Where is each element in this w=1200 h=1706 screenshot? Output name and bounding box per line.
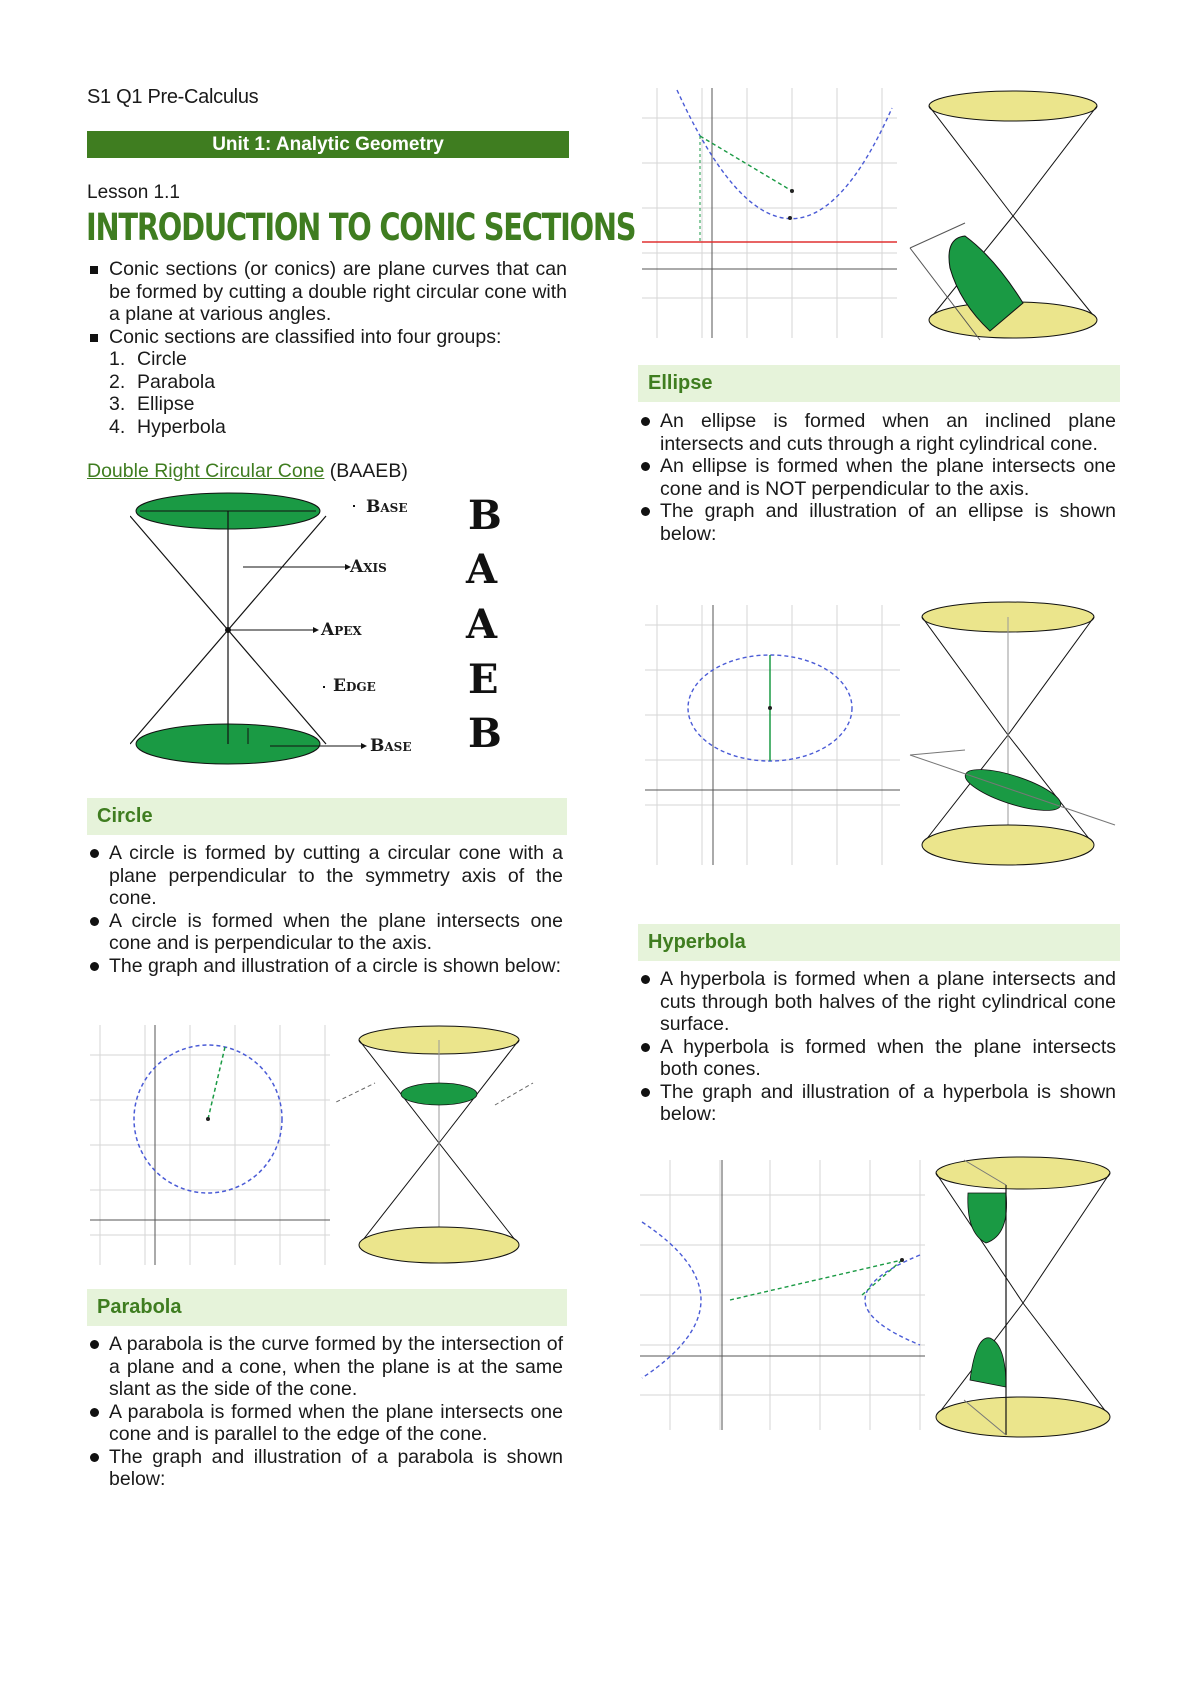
section-heading-ellipse: Ellipse <box>638 365 1120 402</box>
label-axis: Axis <box>350 557 387 577</box>
ellipse-cone-illustration <box>905 600 1120 870</box>
section-heading-hyperbola: Hyperbola <box>638 924 1120 961</box>
label-apex: Apex <box>321 620 362 640</box>
section-heading-circle: Circle <box>87 798 567 835</box>
double-cone-link[interactable]: Double Right Circular Cone <box>87 460 325 482</box>
section-heading-parabola: Parabola <box>87 1289 567 1326</box>
circle-bullet: A circle is formed when the plane intersects one cone and is perpendicular to the axis. <box>87 910 563 955</box>
circle-bullet: The graph and illustration of a circle is shown below: <box>87 955 563 978</box>
parabola-graph <box>642 88 897 338</box>
ellipse-bullet: The graph and illustration of an ellipse is shown below: <box>638 500 1116 545</box>
group-item: 1. Circle <box>109 348 187 370</box>
intro-bullet: Conic sections (or conics) are plane curves that can be formed by cutting a double right circular cone with a plane at various angles. <box>87 258 567 326</box>
ellipse-bullet: An ellipse is formed when the plane intersects one cone and is NOT perpendicular to the axis. <box>638 455 1116 500</box>
circle-graph <box>90 1025 330 1265</box>
unit-banner: Unit 1: Analytic Geometry <box>87 131 569 158</box>
ellipse-graph <box>645 605 900 865</box>
cone-acronym: (BAAEB) <box>329 460 408 482</box>
hyperbola-block <box>638 968 1116 1126</box>
acronym-letter: A <box>466 546 498 593</box>
intro-bullet: Conic sections are classified into four groups: <box>87 326 567 349</box>
label-edge: Edge <box>333 676 376 696</box>
ellipse-bullet: An ellipse is formed when an inclined plane intersects and cuts through a right cylindrical cone. <box>638 410 1116 455</box>
lesson-label: Lesson 1.1 <box>87 182 180 203</box>
hyperbola-graph <box>640 1160 925 1430</box>
acronym-letter: B <box>468 492 502 539</box>
cone-caption <box>87 460 408 483</box>
label-base-bottom: Base <box>370 736 412 756</box>
page-title: INTRODUCTION TO CONIC SECTIONS <box>86 206 636 249</box>
intro-block <box>87 258 567 438</box>
hyperbola-cone-illustration <box>928 1155 1118 1440</box>
group-item: 4. Hyperbola <box>109 415 226 438</box>
acronym-letter: A <box>466 601 498 648</box>
course-label: S1 Q1 Pre-Calculus <box>87 86 259 108</box>
hyperbola-bullet: A hyperbola is formed when the plane intersects both cones. <box>638 1036 1116 1081</box>
parabola-block <box>87 1333 563 1491</box>
acronym-letter: B <box>468 710 502 757</box>
circle-block <box>87 842 563 977</box>
group-item: 3. Ellipse <box>109 393 195 415</box>
circle-bullet: A circle is formed by cutting a circular cone with a plane perpendicular to the symmetry axis of the cone. <box>87 842 563 910</box>
circle-cone-illustration <box>335 1025 535 1270</box>
hyperbola-bullet: The graph and illustration of a hyperbola is shown below: <box>638 1081 1116 1126</box>
double-cone-diagram <box>130 490 430 770</box>
parabola-bullet: The graph and illustration of a parabola is shown below: <box>87 1446 563 1491</box>
parabola-bullet: A parabola is the curve formed by the intersection of a plane and a cone, when the plane is at the same slant as the side of the cone. <box>87 1333 563 1401</box>
label-base-top: Base <box>366 497 408 517</box>
ellipse-block <box>638 410 1116 545</box>
hyperbola-bullet: A hyperbola is formed when a plane intersects and cuts through both halves of the right cylindrical cone surface. <box>638 968 1116 1036</box>
parabola-cone-illustration <box>905 88 1120 343</box>
group-item: 2. Parabola <box>109 370 216 393</box>
parabola-bullet: A parabola is formed when the plane intersects one cone and is parallel to the edge of the cone. <box>87 1401 563 1446</box>
acronym-letter: E <box>468 656 499 703</box>
